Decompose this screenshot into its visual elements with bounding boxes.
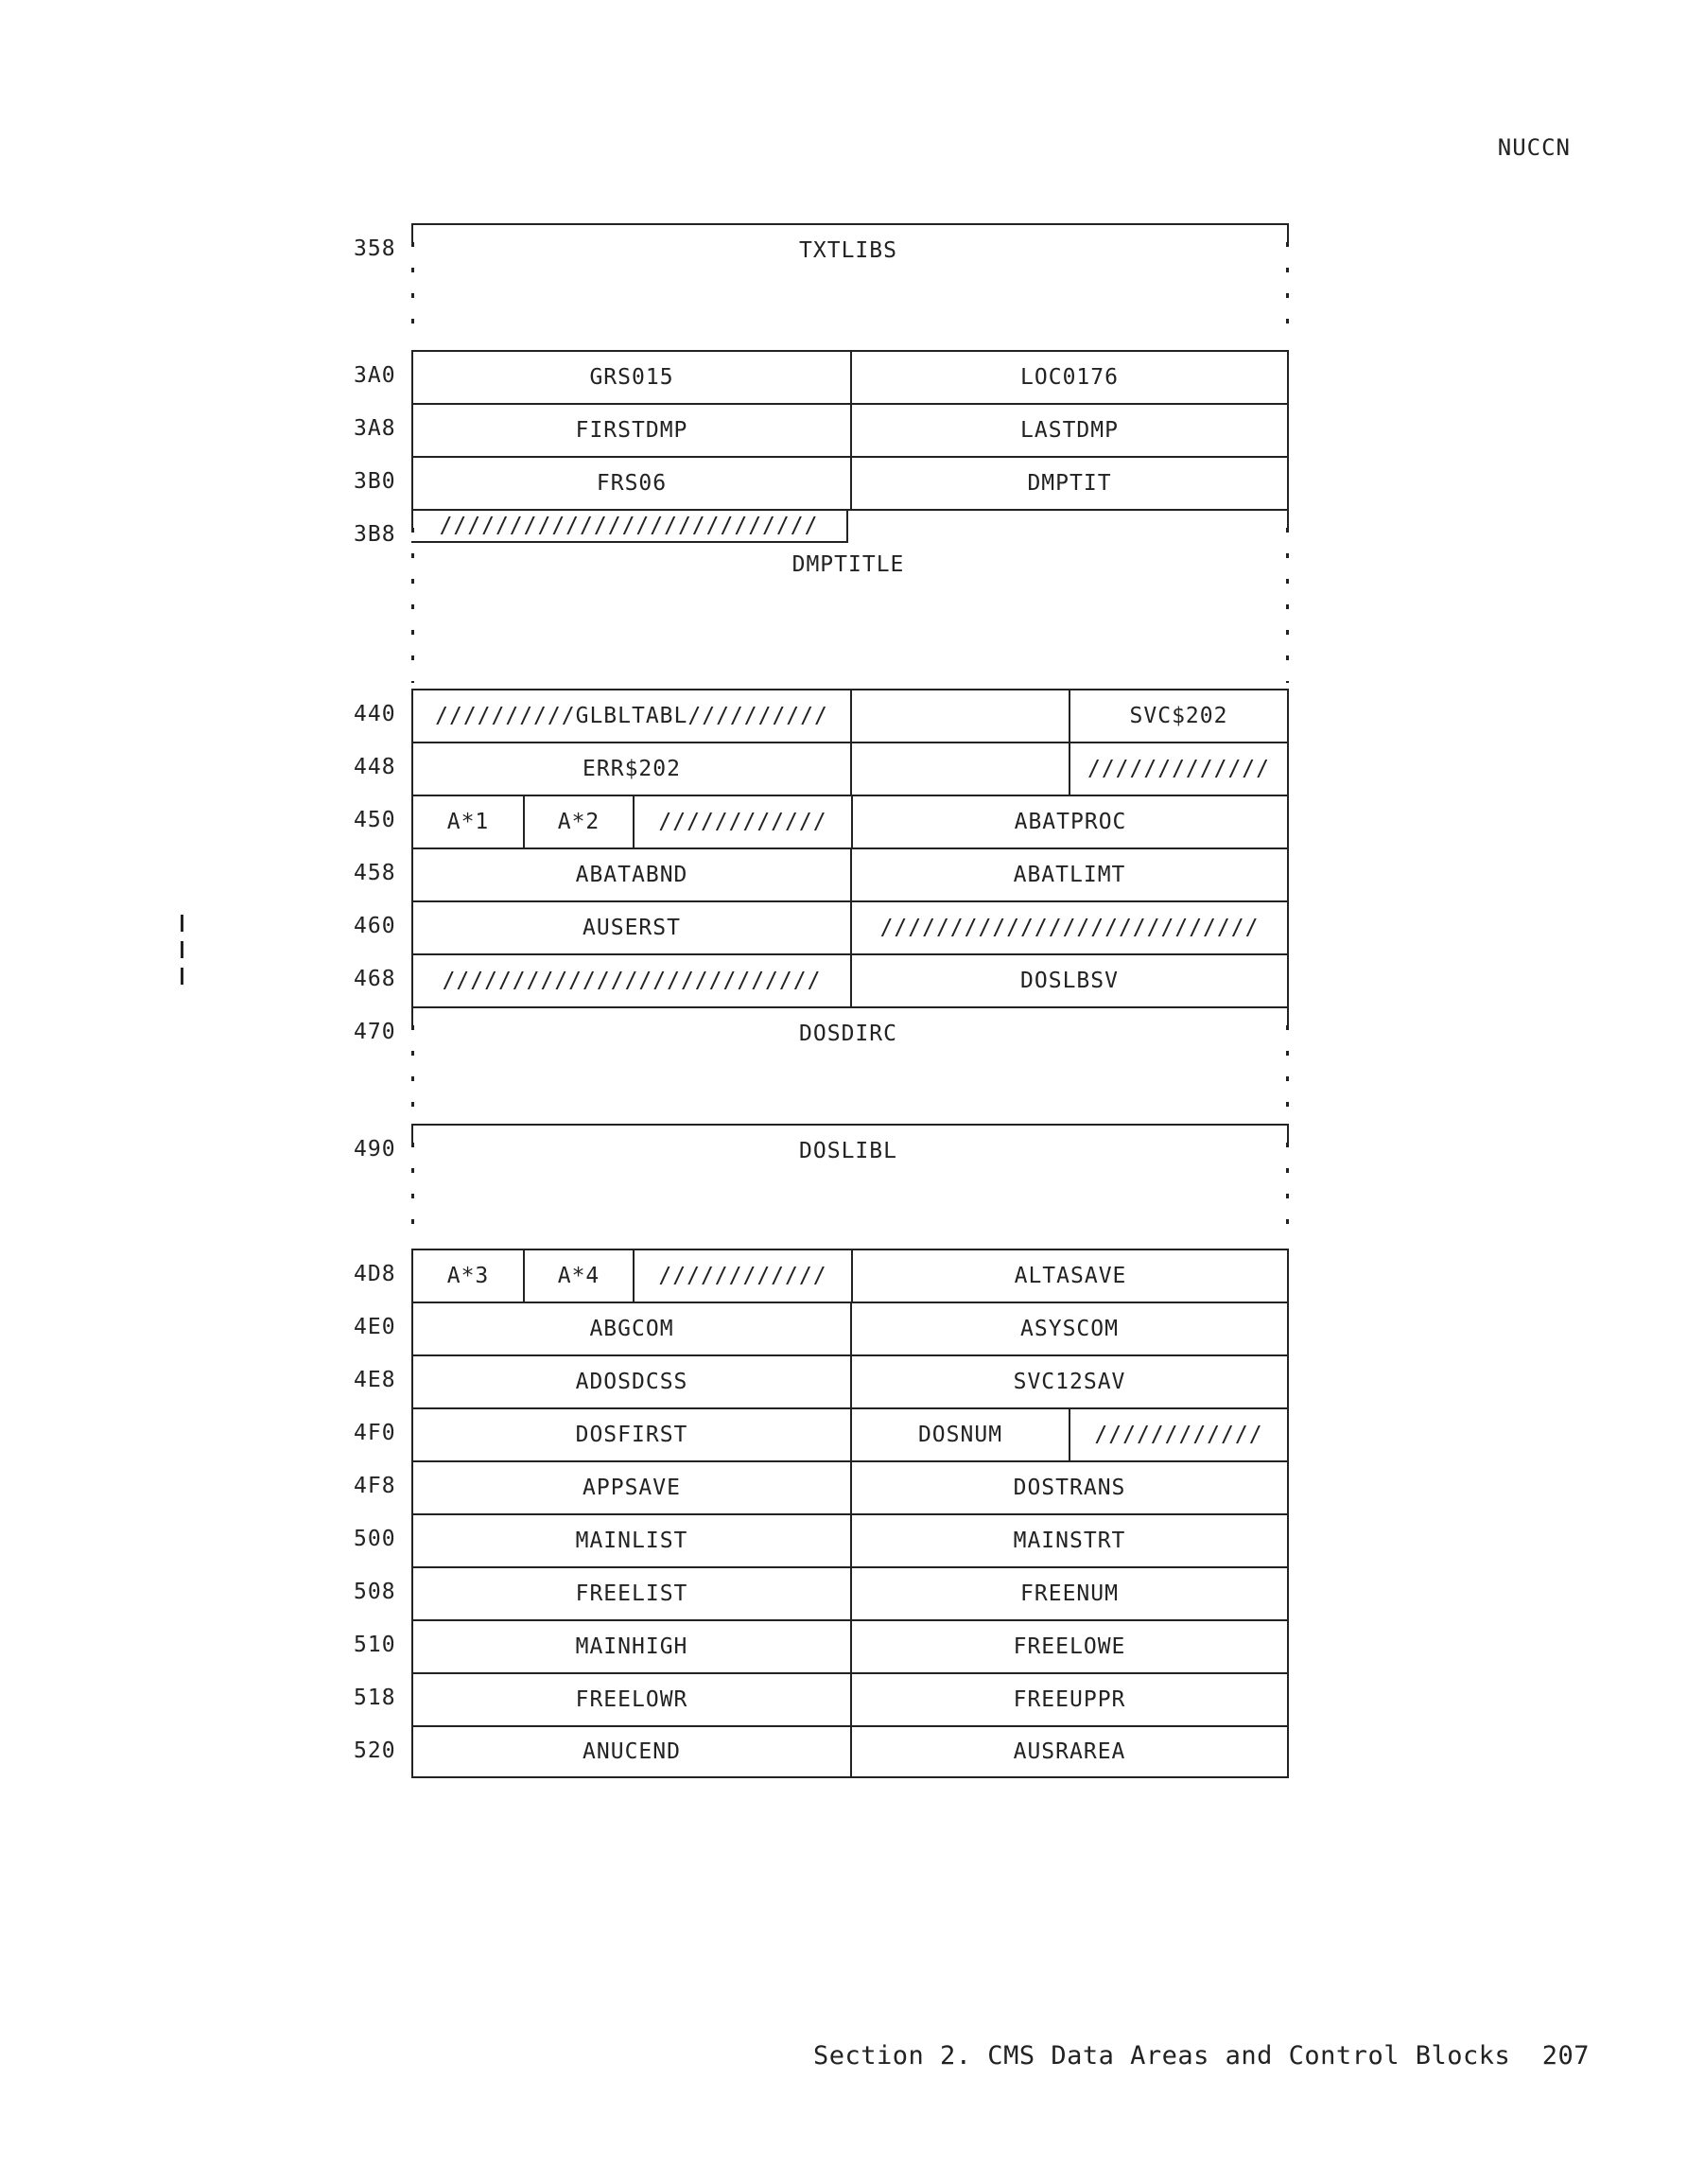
field-name: FREELOWR [575,1687,688,1712]
field-name: DMPTIT [850,458,1287,509]
field-name: FREENUM [850,1568,1287,1619]
offset-label: 520 [354,1738,396,1763]
field-row [411,742,1289,795]
field-name: ERR$202 [583,757,681,781]
offset-label: 490 [354,1137,396,1162]
offset-label: 510 [354,1633,396,1657]
field-name: DOSNUM [850,1409,1069,1460]
field-name: FREELIST [575,1581,688,1606]
field-row [411,1124,1289,1249]
field-name: GRS015 [589,365,674,390]
offset-label: 4E8 [354,1368,396,1392]
field-name: A*1 [446,810,490,834]
field-name: ADOSDCSS [575,1370,688,1394]
field-name: ASYSCOM [850,1303,1287,1354]
field-name: SVC12SAV [850,1356,1287,1407]
field-row [411,509,1289,689]
offset-label: 3B8 [354,522,396,547]
field-name: DOSTRANS [850,1462,1287,1513]
page-header: NUCCN [1497,134,1571,161]
offset-label: 458 [354,861,396,885]
field-row [411,223,1289,350]
reserved-area: //////////// [1069,1409,1287,1460]
offset-label: 3B0 [354,469,396,494]
reserved-area: //////////// [633,1250,851,1302]
reserved-area: //////////GLBLTABL////////// [435,704,828,728]
offset-label: 500 [354,1527,396,1551]
field-name: ABGCOM [589,1317,674,1341]
field-name [850,690,1069,742]
offset-label: 448 [354,755,396,779]
field-row [411,1619,1289,1672]
reserved-area: ///////////// [1069,743,1287,795]
offset-label: 460 [354,914,396,938]
offset-label: 440 [354,702,396,726]
field-name: DOSLIBL [799,1139,897,1163]
offset-label: 450 [354,808,396,832]
field-name: DOSDIRC [799,1022,897,1046]
field-name: FIRSTDMP [575,418,688,443]
field-name: DOSLBSV [850,955,1287,1006]
offset-label: 4E0 [354,1315,396,1339]
field-row [411,847,1289,900]
offset-label: 468 [354,967,396,991]
field-name: DMPTITLE [791,552,905,577]
field-name [850,743,1069,795]
field-name: FRS06 [596,471,668,496]
field-name: ABATABND [575,863,688,887]
field-name: SVC$202 [1069,690,1287,742]
field-name: A*4 [523,1250,633,1302]
offset-label: 518 [354,1686,396,1710]
field-row [411,1407,1289,1460]
offset-label: 358 [354,236,396,261]
field-name: ALTASAVE [851,1250,1288,1302]
field-name: LOC0176 [850,352,1287,403]
field-name: LASTDMP [850,405,1287,456]
offset-label: 4F8 [354,1474,396,1498]
field-row [411,795,1289,847]
offset-label: 4F0 [354,1421,396,1445]
page-footer: Section 2. CMS Data Areas and Control Blocks 207 [813,2041,1591,2070]
field-name: ABATPROC [851,796,1288,847]
offset-label: 470 [354,1020,396,1044]
field-row [411,953,1289,1006]
field-row [411,1513,1289,1566]
field-name: FREEUPPR [850,1674,1287,1725]
field-name: FREELOWE [850,1621,1287,1672]
field-row [411,900,1289,953]
field-name: AUSERST [583,916,681,940]
offset-label: 508 [354,1580,396,1604]
field-name: DOSFIRST [575,1423,688,1447]
field-row [411,1566,1289,1619]
field-name: MAINHIGH [575,1634,688,1659]
field-name: APPSAVE [583,1476,681,1500]
reserved-area: /////////////////////////// [442,969,822,993]
field-row [411,350,1289,403]
field-row [411,1725,1289,1778]
reserved-area: /////////////////////////// [850,902,1287,953]
field-row [411,403,1289,456]
field-row [411,689,1289,742]
field-row [411,1354,1289,1407]
field-row [411,1302,1289,1354]
field-row [411,456,1289,509]
offset-label: 3A8 [354,416,396,441]
field-name: AUSRAREA [850,1727,1287,1776]
field-name: MAINLIST [575,1529,688,1553]
field-row [411,1249,1289,1302]
field-name: A*2 [523,796,633,847]
offset-label: 4D8 [354,1262,396,1286]
field-name: TXTLIBS [799,238,897,263]
field-row [411,1460,1289,1513]
field-name: ABATLIMT [850,849,1287,900]
reserved-area: //////////// [633,796,851,847]
field-name: A*3 [446,1264,490,1288]
field-name: ANUCEND [583,1739,681,1764]
field-name: MAINSTRT [850,1515,1287,1566]
offset-label: 3A0 [354,363,396,388]
field-row [411,1006,1289,1124]
field-row [411,1672,1289,1725]
reserved-area: /////////////////////////// [411,511,848,543]
